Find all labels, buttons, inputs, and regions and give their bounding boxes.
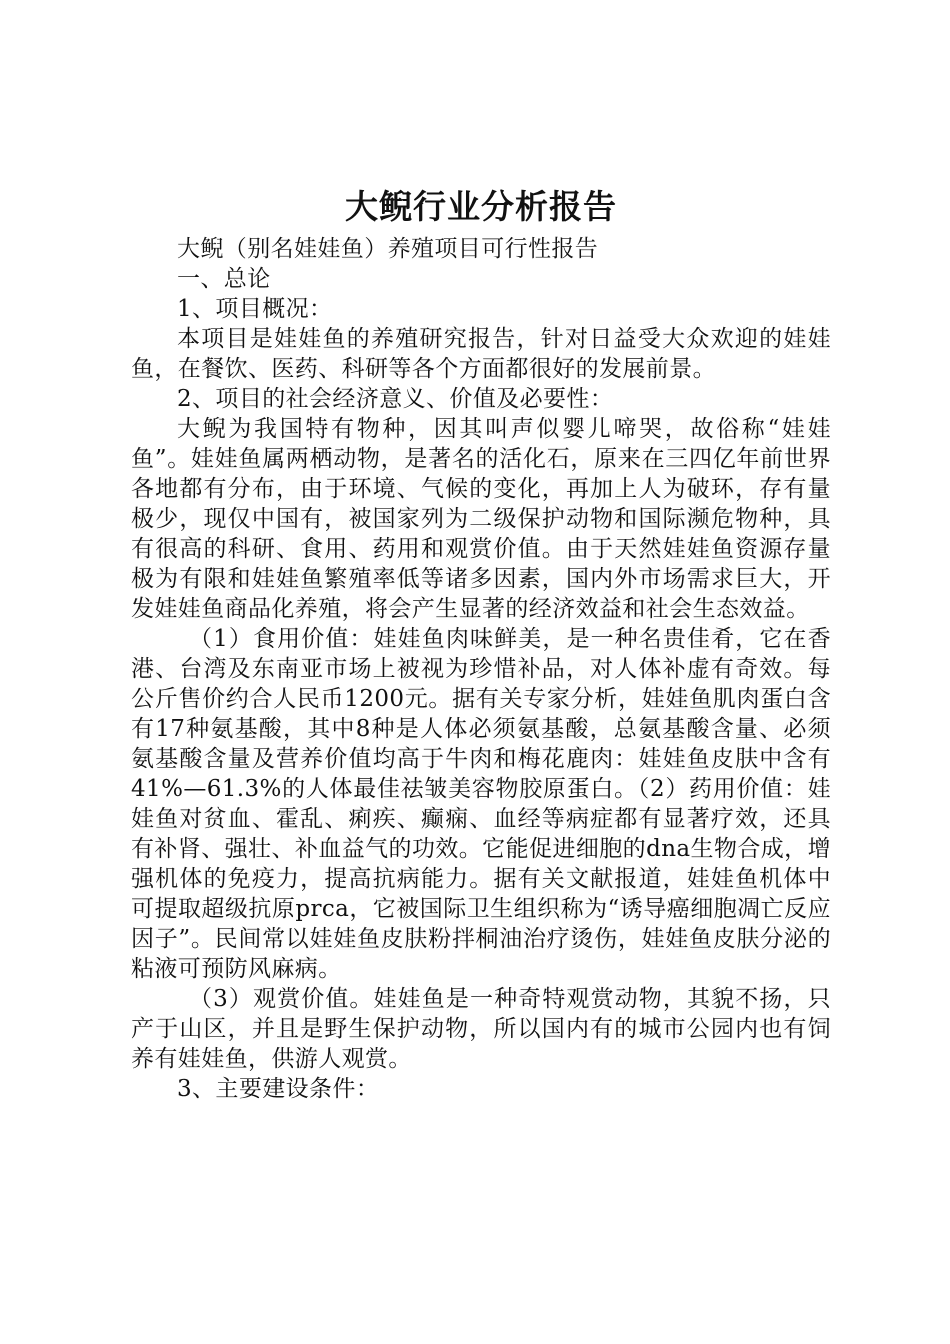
paragraph: 一、总论 [177, 266, 271, 292]
document-page [131, 184, 831, 1104]
paragraph: 1、项目概况： [177, 296, 333, 322]
paragraph: 本项目是娃娃鱼的养殖研究报告，针对日益受大众欢迎的娃娃鱼，在餐饮、医药、科研等各个方面都很好的发展前景。 [131, 326, 831, 382]
paragraph: 3、主要建设条件： [177, 1076, 380, 1102]
paragraph: 大鲵（别名娃娃鱼）养殖项目可行性报告 [177, 236, 599, 262]
paragraph: （3）观赏价值。娃娃鱼是一种奇特观赏动物，其貌不扬，只产于山区，并且是野生保护动物，所以国内有的城市公园内也有饲养有娃娃鱼，供游人观赏。 [131, 986, 831, 1072]
document-title: 大鲵行业分析报告 [345, 187, 617, 226]
document-body [131, 234, 831, 1104]
paragraph: 大鲵为我国特有物种，因其叫声似婴儿啼哭，故俗称“娃娃鱼”。娃娃鱼属两栖动物，是著名的活化石，原来在三四亿年前世界各地都有分布，由于环境、气候的变化，再加上人为破环，存有量极少，现仅中国有，被国家列为二级保护动物和国际濒危物种，具有很高的科研、食用、药用和观赏价值。由于天然娃娃鱼资源存量极为有限和娃娃鱼繁殖率低等诸多因素，国内外市场需求巨大，开发娃娃鱼商品化养殖，将会产生显著的经济效益和社会生态效益。 [131, 416, 831, 622]
paragraph: （1）食用价值：娃娃鱼肉味鲜美，是一种名贵佳肴，它在香港、台湾及东南亚市场上被视为珍惜补品，对人体补虚有奇效。每公斤售价约合人民币1200元。据有关专家分析，娃娃鱼肌肉蛋白含有17种氨基酸，其中8种是人体必须氨基酸，总氨基酸含量、必须氨基酸含量及营养价值均高于牛肉和梅花鹿肉：娃娃鱼皮肤中含有41%—61.3%的人体最佳祛皱美容物胶原蛋白。（2）药用价值：娃娃鱼对贫血、霍乱、痢疾、癫痫、血经等病症都有显著疗效，还具有补肾、强壮、补血益气的功效。它能促进细胞的dna生物合成，增强机体的免疫力，提高抗病能力。据有关文献报道，娃娃鱼机体中可提取超级抗原prca，它被国际卫生组织称为“诱导癌细胞凋亡反应因子”。民间常以娃娃鱼皮肤粉拌桐油治疗烫伤，娃娃鱼皮肤分泌的粘液可预防风麻病。 [131, 626, 831, 982]
paragraph: 2、项目的社会经济意义、价值及必要性： [177, 386, 614, 412]
